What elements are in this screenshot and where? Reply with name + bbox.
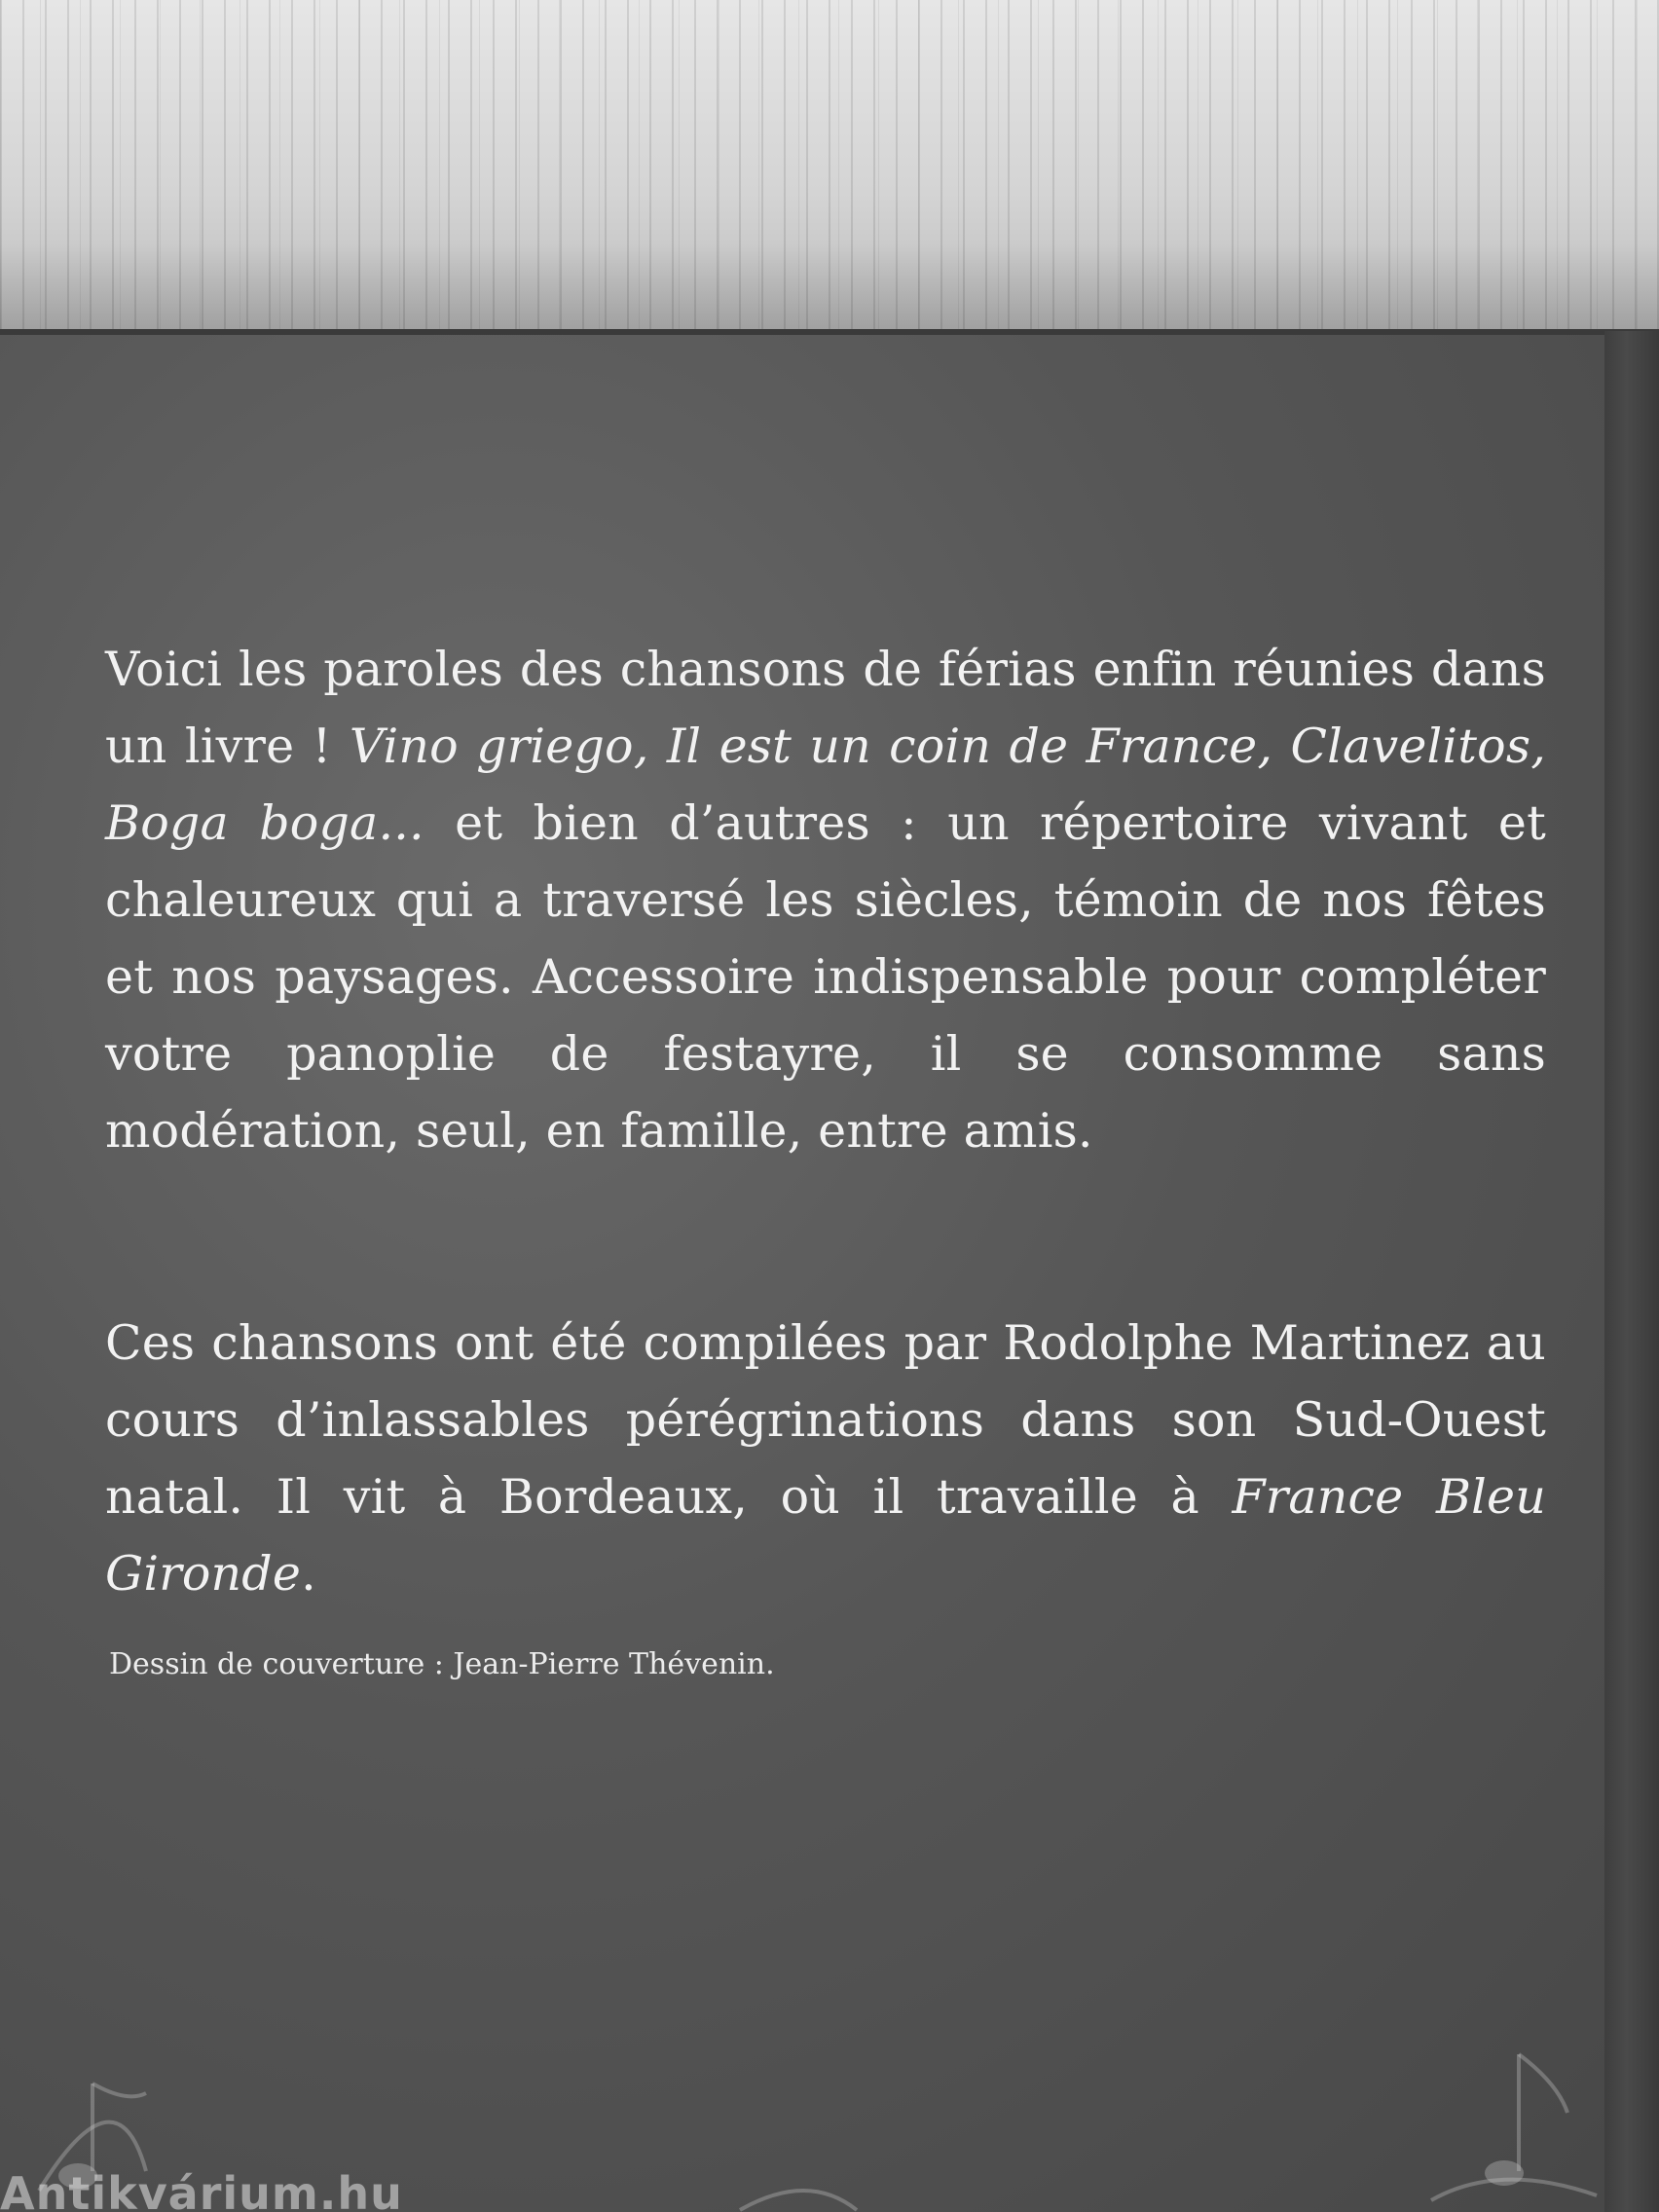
blurb-intro: Voici les paroles des chansons de férias enfin réunies dans un livre ! (105, 642, 1546, 774)
blurb-paragraph-1 (105, 631, 1546, 1169)
book-top-edge (0, 329, 1659, 335)
radio-station: France Bleu Gironde (105, 1469, 1546, 1602)
song-titles: Vino griego, Il est un coin de France, Clavelitos, Boga boga... (105, 719, 1546, 851)
author-bio-end: . (301, 1546, 316, 1602)
author-bio: Ces chansons ont été compilées par Rodolphe Martinez au cours d’inlassables pérégrinations dans son Sud-Ouest natal. Il vit à Bordeaux, où il travaille à (105, 1315, 1546, 1525)
book-spine-edge (1604, 331, 1659, 2212)
blurb-paragraph-2 (105, 1305, 1546, 1612)
cover-credit: Dessin de couverture : Jean-Pierre Thévenin. (109, 1647, 775, 1681)
book-back-cover (0, 331, 1659, 2212)
watermark-logo: Antikvárium.hu (0, 2167, 403, 2212)
blurb-description: et bien d’autres : un répertoire vivant et chaleureux qui a traversé les siècles, témoin de nos fêtes et nos paysages. Accessoire indispensable pour compléter votre panoplie de festayre, il se consomme sans modération, seul, en famille, entre amis. (105, 795, 1546, 1159)
